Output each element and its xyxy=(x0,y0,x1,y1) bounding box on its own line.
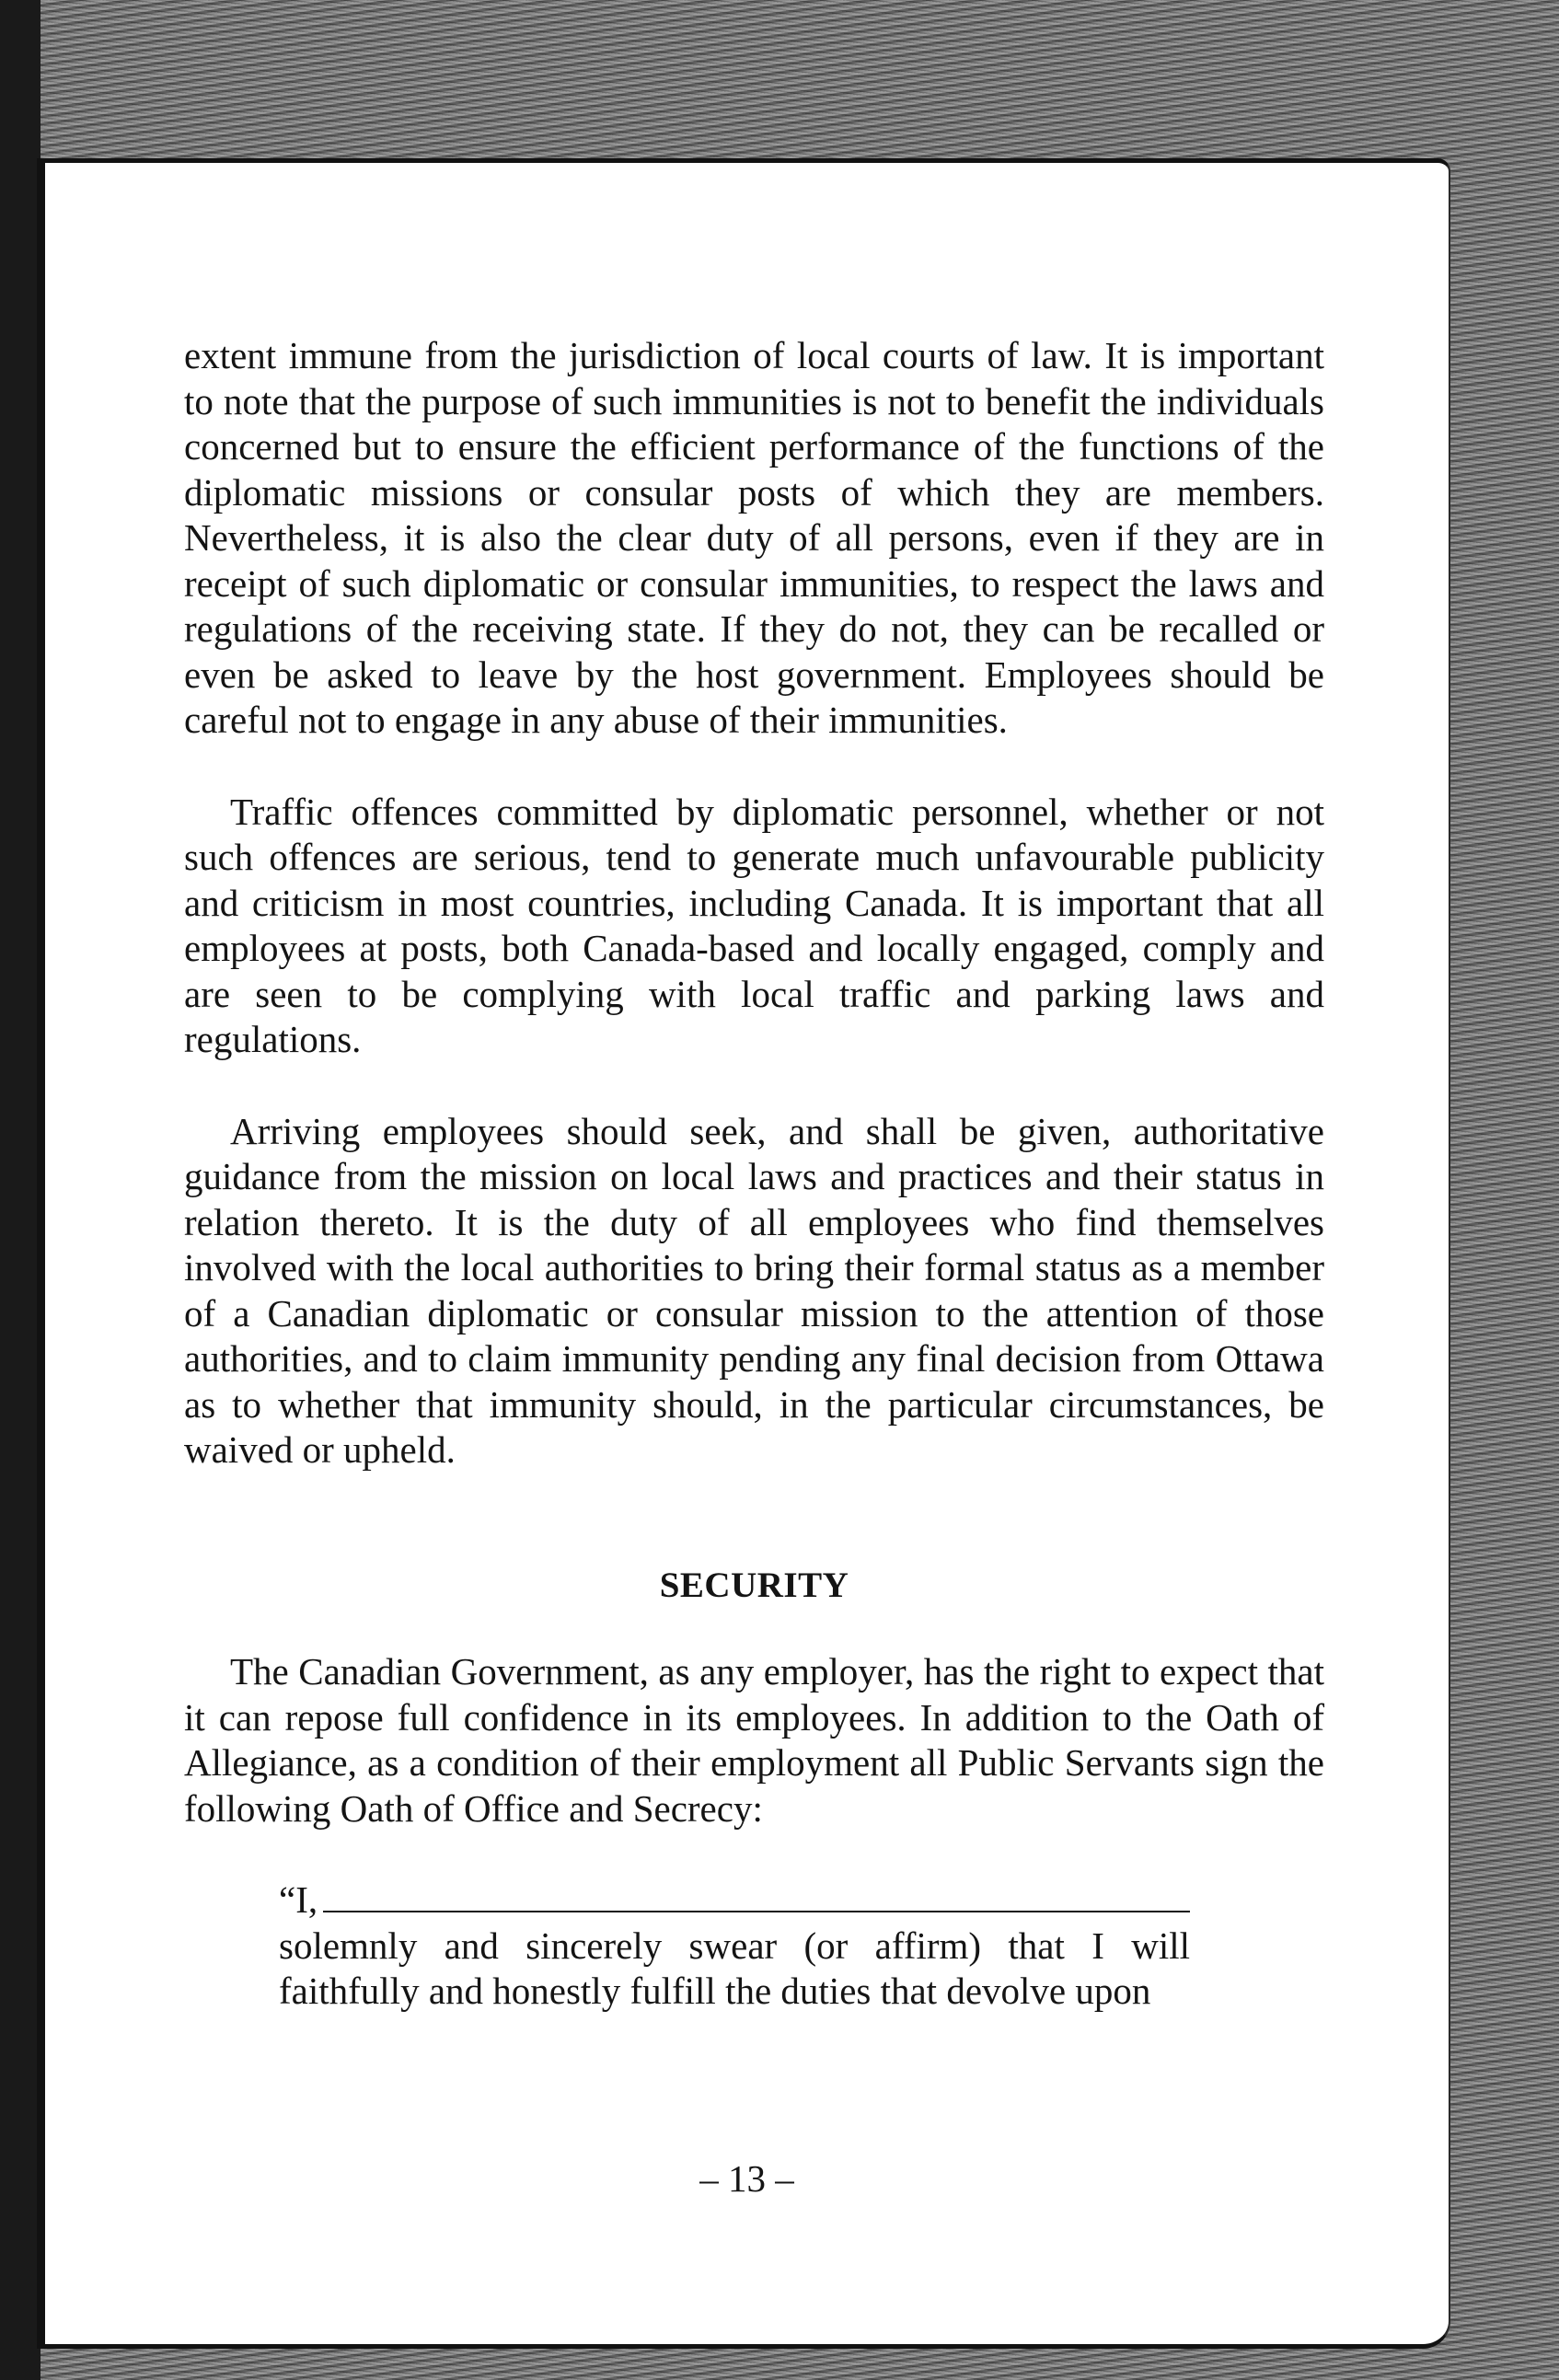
oath-opening: “I, xyxy=(279,1878,318,1921)
page-body xyxy=(184,333,1324,2015)
oath-text: solemnly and sincerely swear (or affirm) that I will faithfully and honestly fulfill the duties that devolve upon xyxy=(279,1924,1190,2012)
document-page xyxy=(37,158,1450,2349)
paragraph-immunities: extent immune from the jurisdiction of local courts of law. It is important to note that the purpose of such immunities is not to benefit the individuals concerned but to ensure the efficient performance of the functions of the diplomatic missions or consular posts of which they are members. Nevertheless, it is also the clear duty of all persons, even if they are in receipt of such diplomatic or consular immunities, to respect the laws and regulations of the receiving state. If they do not, they can be recalled or even be asked to leave by the host government. Employees should be careful not to engage in any abuse of their immunities. xyxy=(184,334,1324,741)
oath-name-blank xyxy=(323,1909,1190,1912)
page-number: – 13 – xyxy=(699,2157,794,2200)
oath-block xyxy=(184,1877,1190,2015)
oath-name-line xyxy=(279,1877,1190,1924)
book-binding-edge xyxy=(0,0,40,2380)
paragraph-arriving-employees: Arriving employees should seek, and shall be given, authoritative guidance from the mission on local laws and practices and their status in relation thereto. It is the duty of all employees who find themselves involved with the local authorities to bring their formal status as a member of a Canadian diplomatic or consular mission to the attention of those authorities, and to claim immunity pending any final decision from Ottawa as to whether that immunity should, in the particular circumstances, be waived or upheld. xyxy=(184,1109,1324,1471)
paragraph-traffic-offences: Traffic offences committed by diplomatic personnel, whether or not such offences are serious, tend to generate much unfavourable publicity and criticism in most countries, including Canada. It is important that all employees at posts, both Canada-based and locally engaged, comply and are seen to be complying with local traffic and parking laws and regulations. xyxy=(184,790,1324,1060)
paragraph-security-intro: The Canadian Government, as any employer, has the right to expect that it can repose full confidence in its employees. In addition to the Oath of Allegiance, as a condition of their employment all Public Servants sign the following Oath of Office and Secrecy: xyxy=(184,1650,1324,1830)
section-heading-security: SECURITY xyxy=(659,1565,849,1605)
